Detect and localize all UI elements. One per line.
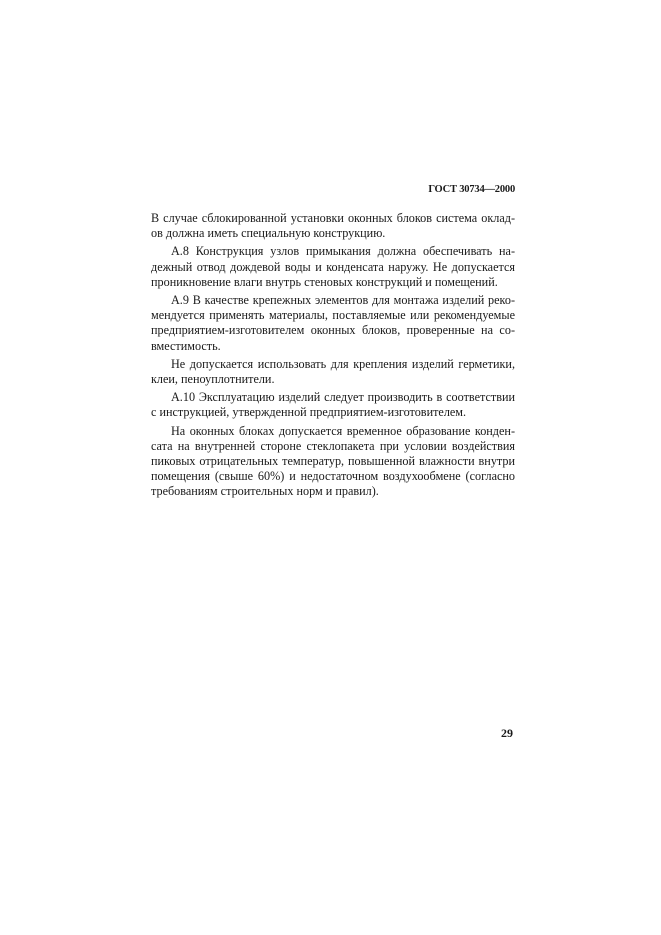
paragraph-condensation: На оконных блоках допускается временное образование конденсата на внутренней стороне стеклопакета при условии воздействия пиковых отрицательных температур, повышенной влажности внутри помещения (свыше 60%) и недостаточном воздухообмене (согласно требованиям строительных норм и правил). <box>151 423 515 499</box>
page-number: 29 <box>501 726 513 740</box>
paragraph-a8-junction-design: А.8 Конструкция узлов примыкания должна обеспечивать надежный отвод дождевой воды и конденсата наружу. Не допускается проникновение влаги внутрь стеновых конструкций и помещений. <box>151 244 515 289</box>
document-body <box>151 211 515 503</box>
paragraph-fastening-prohibition: Не допускается использовать для крепления изделий герметики, клеи, пеноуплотнители. <box>151 356 515 387</box>
paragraph-a9-fastening-elements: А.9 В качестве крепежных элементов для монтажа изделий рекомендуется применять материалы, поставляемые или рекомендуемые предприятием-изготовителем оконных блоков, проверенные на совместимость. <box>151 293 515 353</box>
standard-code-header: ГОСТ 30734—2000 <box>428 184 515 195</box>
paragraph-a10-operation: А.10 Эксплуатацию изделий следует производить в соответствии с инструкцией, утвержденной предприятием-изготовителем. <box>151 390 515 420</box>
paragraph-flashing-system: В случае сблокированной установки оконных блоков система окладов должна иметь специальную конструкцию. <box>151 211 515 241</box>
